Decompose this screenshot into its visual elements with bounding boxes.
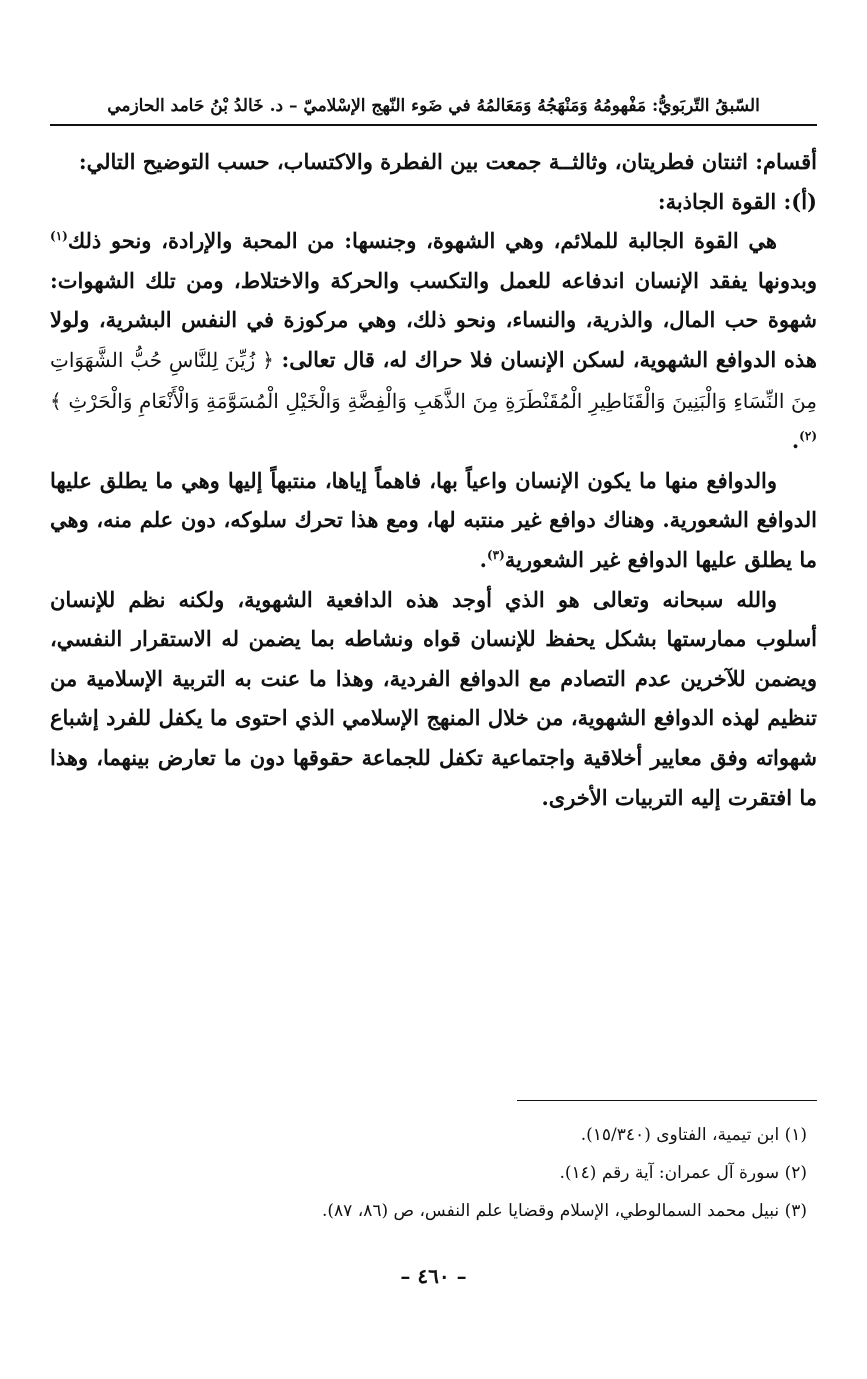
paragraph-1-part-a: هي القوة الجالبة للملائم، وهي الشهوة، وجنسها: من المحبة والإرادة، ونحو ذلك	[67, 228, 777, 254]
footnote-ref-2: (٢)	[799, 429, 817, 444]
running-header: السّبقُ التّربَويُّ: مَفْهومُهُ وَمَنْهَجُهُ وَمَعَالمُهُ في ضَوء النّهج الإسْلاميّ – د. خَالدُ بْنُ حَامد الحازمي	[107, 96, 760, 116]
paragraph-2-text: والدوافع منها ما يكون الإنسان واعياً بها، فاهماً إياها، منتبهاً إليها وهي ما يطلق عليها الدوافع الشعورية. وهناك دوافع غير منتبه لها، ومع هذا تحرك سلوكه، دون علم منه، وهي ما يطلق عليها الدوافع غير الشعورية	[50, 467, 817, 572]
footnotes	[50, 1116, 807, 1230]
intro-paragraph: أقسام: اثنتان فطريتان، وثالثــة جمعت بين الفطرة والاكتساب، حسب التوضيح التالي:	[78, 149, 817, 174]
footnote-1: (١) ابن تيمية، الفتاوى (١٥/٣٤٠).	[580, 1125, 807, 1145]
paragraph-2	[50, 461, 817, 580]
paragraph-1	[50, 221, 817, 461]
footnote-ref-1: (١)	[50, 229, 68, 244]
footnote-rule	[517, 1100, 817, 1101]
footnote-3: (٣) نبيل محمد السمالوطي، الإسلام وقضايا علم النفس، ص (٨٦، ٨٧).	[321, 1201, 807, 1221]
footnote-ref-3: (٣)	[486, 547, 505, 562]
page-number: – ٤٦٠ –	[400, 1264, 467, 1288]
body-text	[50, 142, 817, 817]
paragraph-2-end: .	[479, 546, 487, 572]
paragraph-3: والله سبحانه وتعالى هو الذي أوجد هذه الدافعية الشهوية، ولكنه نظم للإنسان أسلوب ممارستها بشكل يحفظ للإنسان قواه ونشاطه بما يضمن له الاستقرار النفسي، ويضمن للآخرين عدم التصادم مع الدوافع الفردية، وهذا ما عنت به التربية الإسلامية من تنظيم لهذه الدوافع الشهوية، من خلال المنهج الإسلامي الذي احتوى ما يكفل للفرد إشباع شهواته وفق معايير أخلاقية واجتماعية تكفل للجماعة حقوقها دون ما تعارض بينهما، وهذا ما افتقرت إليه التربيات الأخرى.	[50, 586, 817, 810]
paragraph-1-end: .	[791, 428, 800, 454]
subheading: (أ): القوة الجاذبة:	[657, 188, 817, 214]
header-rule	[50, 124, 817, 126]
paragraph-1-part-b: وبدونها يفقد الإنسان اندفاعه للعمل والتكسب والحركة والاختلاط، ومن تلك الشهوات: شهوة حب المال، والذرية، والنساء، ونحو ذلك، وهي مركوزة في النفس البشرية، ولولا هذه الدوافع الشهوية، لسكن الإنسان فلا حراك له، قال تعالى:	[50, 267, 817, 372]
quran-verse: ﴿ زُيِّنَ لِلنَّاسِ حُبُّ الشَّهَوَاتِ مِنَ النِّسَاءِ وَالْبَنِينَ وَالْقَنَاطِيرِ الْمُقَنْطَرَةِ مِنَ الذَّهَبِ وَالْفِضَّةِ وَالْخَيْلِ الْمُسَوَّمَةِ وَالْأَنْعَامِ وَالْحَرْثِ ﴾	[50, 347, 817, 413]
footnote-2: (٢) سورة آل عمران: آية رقم (١٤).	[559, 1163, 807, 1183]
